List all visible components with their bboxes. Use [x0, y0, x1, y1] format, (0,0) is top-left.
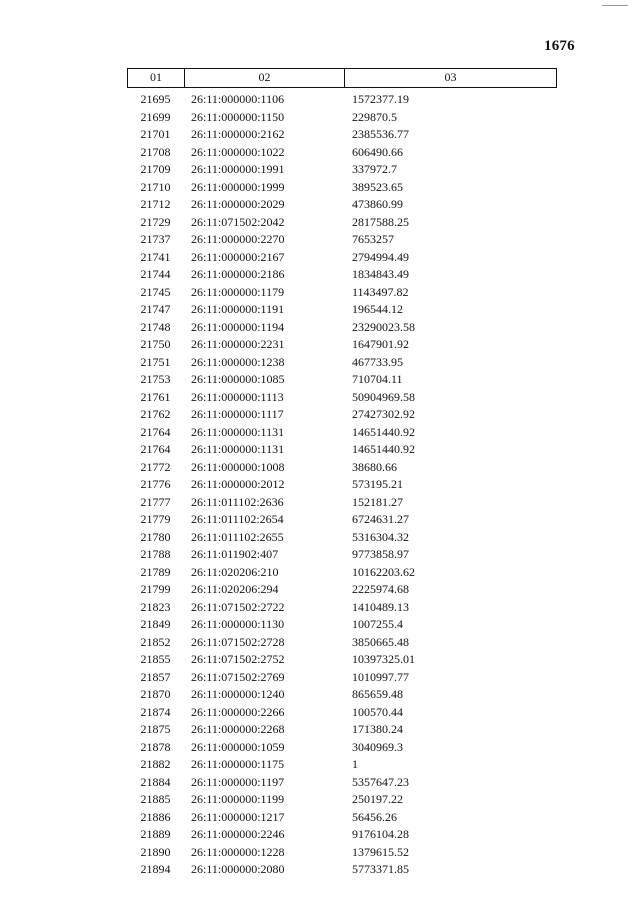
table-cell-3: 1007255.4 — [352, 617, 403, 631]
table-row — [127, 371, 557, 389]
table-cell-2: 26:11:000000:1113 — [191, 389, 284, 404]
scan-edge-mark — [602, 5, 628, 6]
table-cell-1: 21712 — [140, 197, 171, 211]
table-cell-3: 5357647.23 — [352, 774, 409, 789]
column-header-02: 02 — [185, 69, 345, 87]
table-cell-1: 21777 — [140, 494, 171, 509]
table-cell-2: 26:11:000000:2270 — [191, 232, 285, 246]
table-cell-2: 26:11:000000:2268 — [191, 722, 285, 736]
table-cell-3: 2794994.49 — [352, 249, 409, 264]
table-cell-3: 710704.11 — [352, 372, 403, 386]
table-cell-2: 26:11:000000:2186 — [191, 267, 285, 281]
table-cell-2: 26:11:000000:1175 — [191, 757, 285, 771]
table-row — [127, 774, 557, 792]
table-cell-3: 3850665.48 — [352, 634, 409, 649]
table-cell-2: 26:11:000000:1131 — [191, 424, 285, 439]
table-cell-3: 2817588.25 — [352, 214, 409, 229]
table-cell-3: 1410489.13 — [352, 599, 409, 614]
table-cell-1: 21779 — [140, 512, 171, 526]
table-row — [127, 826, 557, 844]
column-header-01: 01 — [128, 69, 185, 87]
table-cell-3: 3040969.3 — [352, 739, 403, 754]
table-cell-2: 26:11:000000:1191 — [191, 302, 285, 316]
table-row — [127, 354, 557, 372]
table-cell-1: 21884 — [140, 774, 171, 789]
table-row — [127, 249, 557, 267]
table-cell-1: 21875 — [140, 722, 171, 736]
table-cell-2: 26:11:000000:1008 — [191, 459, 285, 474]
table-cell-1: 21744 — [140, 267, 171, 281]
table-row — [127, 109, 557, 127]
table-row — [127, 809, 557, 827]
table-cell-1: 21710 — [140, 179, 171, 194]
table-cell-3: 100570.44 — [352, 704, 403, 719]
table-row — [127, 231, 557, 249]
table-cell-2: 26:11:011102:2655 — [191, 529, 284, 544]
table-cell-1: 21789 — [140, 564, 171, 579]
table-cell-3: 14651440.92 — [352, 424, 415, 439]
table-cell-3: 606490.66 — [352, 144, 403, 159]
table-row — [127, 704, 557, 722]
table-row — [127, 756, 557, 774]
table-row — [127, 669, 557, 687]
table-header-row — [127, 68, 557, 88]
table-row — [127, 651, 557, 669]
table-row — [127, 214, 557, 232]
table-cell-2: 26:11:000000:1131 — [191, 442, 285, 456]
table-row — [127, 861, 557, 879]
table-cell-2: 26:11:000000:1991 — [191, 162, 285, 176]
table-cell-1: 21857 — [140, 669, 171, 684]
table-cell-1: 21764 — [140, 424, 171, 439]
table-row — [127, 441, 557, 459]
table-cell-1: 21788 — [140, 547, 171, 561]
table-cell-2: 26:11:071502:2728 — [191, 634, 285, 649]
table-row — [127, 739, 557, 757]
table-cell-2: 26:11:000000:1059 — [191, 739, 285, 754]
table-cell-3: 10162203.62 — [352, 564, 415, 579]
table-cell-2: 26:11:000000:1228 — [191, 844, 285, 859]
table-cell-3: 1572377.19 — [352, 92, 409, 106]
table-cell-3: 10397325.01 — [352, 652, 415, 666]
table-row — [127, 284, 557, 302]
table-row — [127, 459, 557, 477]
table-cell-1: 21894 — [140, 862, 171, 876]
table-cell-1: 21764 — [140, 442, 171, 456]
table-cell-3: 1834843.49 — [352, 267, 409, 281]
table-cell-2: 26:11:000000:1117 — [191, 407, 284, 421]
table-row — [127, 91, 557, 109]
table-cell-3: 2225974.68 — [352, 582, 409, 596]
table-row — [127, 581, 557, 599]
table-cell-3: 1 — [352, 757, 358, 771]
table-cell-1: 21729 — [140, 214, 171, 229]
table-cell-1: 21776 — [140, 477, 171, 491]
table-cell-1: 21823 — [140, 599, 171, 614]
table-cell-2: 26:11:000000:1999 — [191, 179, 285, 194]
table-cell-1: 21753 — [140, 372, 171, 386]
table-cell-2: 26:11:000000:2162 — [191, 127, 285, 141]
table-cell-2: 26:11:000000:1199 — [191, 792, 285, 806]
table-cell-2: 26:11:000000:1106 — [191, 92, 285, 106]
table-row — [127, 196, 557, 214]
table-row — [127, 424, 557, 442]
table-cell-2: 26:11:000000:2167 — [191, 249, 285, 264]
table-cell-2: 26:11:011102:2654 — [191, 512, 284, 526]
table-cell-1: 21772 — [140, 459, 171, 474]
table-row — [127, 721, 557, 739]
table-cell-2: 26:11:000000:2246 — [191, 827, 285, 841]
table-row — [127, 844, 557, 862]
table-cell-3: 14651440.92 — [352, 442, 415, 456]
table-cell-3: 152181.27 — [352, 494, 403, 509]
table-cell-3: 50904969.58 — [352, 389, 415, 404]
table-cell-1: 21701 — [140, 127, 171, 141]
page-number: 1676 — [544, 38, 575, 54]
table-row — [127, 301, 557, 319]
table-cell-1: 21889 — [140, 827, 171, 841]
table-cell-3: 389523.65 — [352, 179, 403, 194]
table-cell-2: 26:11:000000:1130 — [191, 617, 285, 631]
table-row — [127, 336, 557, 354]
table-cell-2: 26:11:000000:1022 — [191, 144, 285, 159]
table-cell-3: 1379615.52 — [352, 844, 409, 859]
table-cell-1: 21741 — [140, 249, 171, 264]
table-row — [127, 791, 557, 809]
table-cell-3: 9176104.28 — [352, 827, 409, 841]
table-cell-1: 21874 — [140, 704, 171, 719]
table-cell-2: 26:11:000000:1179 — [191, 284, 285, 299]
table-row — [127, 389, 557, 407]
table-cell-1: 21878 — [140, 739, 171, 754]
table-cell-3: 2385536.77 — [352, 127, 409, 141]
table-row — [127, 686, 557, 704]
table-cell-3: 9773858.97 — [352, 547, 409, 561]
table-cell-2: 26:11:071502:2769 — [191, 669, 285, 684]
data-table — [127, 68, 557, 879]
table-cell-1: 21762 — [140, 407, 171, 421]
table-row — [127, 511, 557, 529]
table-cell-1: 21885 — [140, 792, 171, 806]
table-cell-3: 337972.7 — [352, 162, 397, 176]
table-cell-1: 21870 — [140, 687, 171, 701]
table-cell-1: 21751 — [140, 354, 171, 369]
table-cell-3: 27427302.92 — [352, 407, 415, 421]
table-cell-2: 26:11:011902:407 — [191, 547, 279, 561]
table-cell-3: 38680.66 — [352, 459, 397, 474]
table-cell-2: 26:11:020206:294 — [191, 582, 279, 596]
column-header-03: 03 — [444, 70, 457, 84]
table-cell-3: 865659.48 — [352, 687, 403, 701]
table-cell-2: 26:11:000000:2266 — [191, 704, 285, 719]
table-cell-1: 21747 — [140, 302, 171, 316]
table-cell-2: 26:11:000000:1238 — [191, 354, 285, 369]
table-cell-3: 196544.12 — [352, 302, 403, 316]
table-row — [127, 599, 557, 617]
table-cell-3: 171380.24 — [352, 722, 403, 736]
table-row — [127, 266, 557, 284]
table-cell-2: 26:11:000000:2080 — [191, 862, 285, 876]
table-row — [127, 494, 557, 512]
table-cell-1: 21695 — [140, 92, 171, 106]
table-row — [127, 546, 557, 564]
table-cell-2: 26:11:000000:2012 — [191, 477, 285, 491]
table-body — [127, 91, 557, 879]
table-cell-1: 21745 — [140, 284, 171, 299]
table-cell-3: 473860.99 — [352, 197, 403, 211]
table-row — [127, 616, 557, 634]
table-row — [127, 529, 557, 547]
table-cell-1: 21882 — [140, 757, 171, 771]
table-cell-3: 23290023.58 — [352, 319, 415, 334]
table-cell-3: 229870.5 — [352, 109, 397, 124]
table-cell-2: 26:11:000000:1197 — [191, 774, 285, 789]
table-cell-1: 21849 — [140, 617, 171, 631]
table-row — [127, 476, 557, 494]
table-cell-1: 21761 — [140, 389, 171, 404]
table-cell-2: 26:11:020206:210 — [191, 564, 279, 579]
table-cell-3: 1143497.82 — [352, 284, 409, 299]
table-cell-1: 21748 — [140, 319, 171, 334]
table-cell-2: 26:11:000000:1217 — [191, 809, 285, 824]
table-row — [127, 406, 557, 424]
table-row — [127, 179, 557, 197]
table-cell-1: 21890 — [140, 844, 171, 859]
table-cell-2: 26:11:000000:1240 — [191, 687, 285, 701]
table-cell-2: 26:11:011102:2636 — [191, 494, 284, 509]
table-cell-1: 21780 — [140, 529, 171, 544]
table-cell-1: 21750 — [140, 337, 171, 351]
table-row — [127, 319, 557, 337]
table-cell-1: 21708 — [140, 144, 171, 159]
table-cell-3: 573195.21 — [352, 477, 403, 491]
table-row — [127, 634, 557, 652]
table-cell-3: 5316304.32 — [352, 529, 409, 544]
table-cell-3: 6724631.27 — [352, 512, 409, 526]
table-row — [127, 144, 557, 162]
table-cell-3: 56456.26 — [352, 809, 397, 824]
table-cell-2: 26:11:000000:2029 — [191, 197, 285, 211]
table-cell-3: 7653257 — [352, 232, 394, 246]
table-cell-3: 467733.95 — [352, 354, 403, 369]
table-cell-1: 21799 — [140, 582, 171, 596]
table-cell-1: 21737 — [140, 232, 171, 246]
table-cell-1: 21852 — [140, 634, 171, 649]
table-cell-2: 26:11:071502:2752 — [191, 652, 285, 666]
table-cell-3: 1010997.77 — [352, 669, 409, 684]
table-cell-3: 250197.22 — [352, 792, 403, 806]
table-cell-1: 21709 — [140, 162, 171, 176]
table-cell-2: 26:11:071502:2722 — [191, 599, 285, 614]
table-cell-2: 26:11:000000:1085 — [191, 372, 285, 386]
table-cell-1: 21855 — [140, 652, 171, 666]
table-cell-1: 21886 — [140, 809, 171, 824]
table-cell-2: 26:11:071502:2042 — [191, 214, 285, 229]
table-cell-2: 26:11:000000:2231 — [191, 337, 285, 351]
table-cell-3: 5773371.85 — [352, 862, 409, 876]
table-row — [127, 126, 557, 144]
table-cell-2: 26:11:000000:1194 — [191, 319, 285, 334]
table-cell-3: 1647901.92 — [352, 337, 409, 351]
table-row — [127, 564, 557, 582]
table-row — [127, 161, 557, 179]
table-cell-1: 21699 — [140, 109, 171, 124]
table-cell-2: 26:11:000000:1150 — [191, 109, 285, 124]
